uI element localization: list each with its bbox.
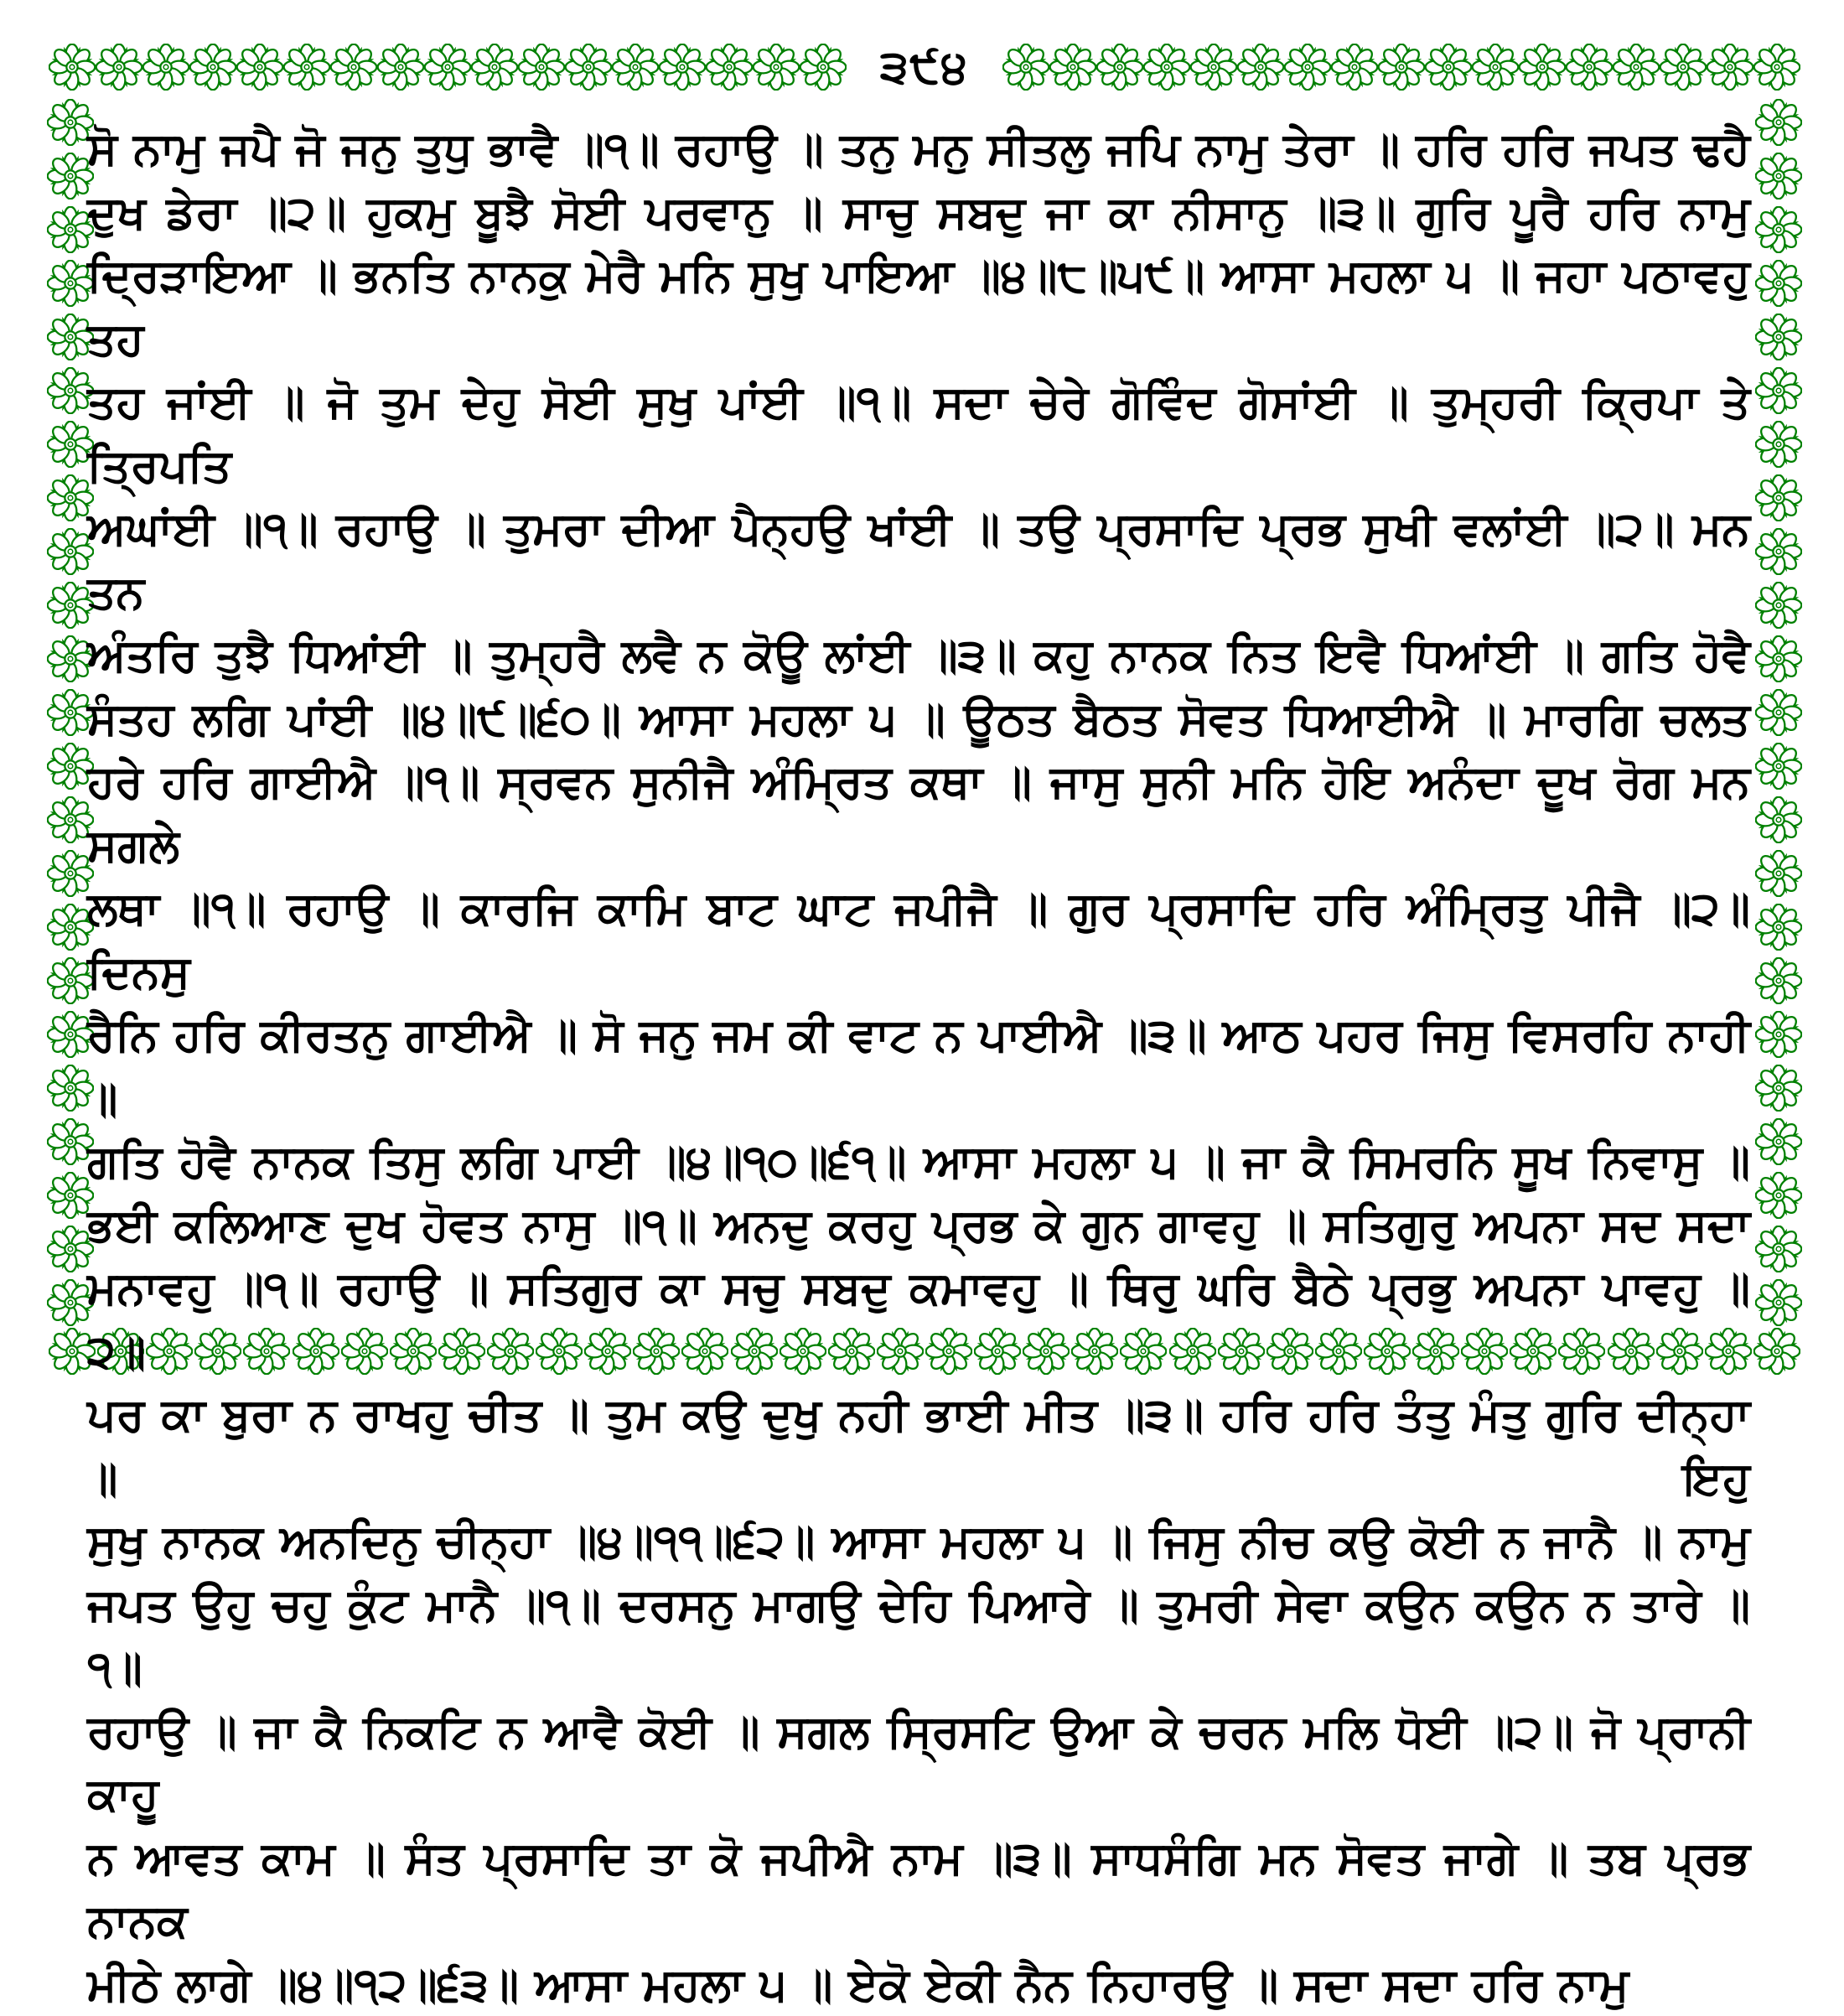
flower-icon	[1755, 582, 1802, 629]
flower-icon	[189, 44, 236, 91]
flower-icon	[1425, 44, 1472, 91]
flower-icon	[753, 44, 800, 91]
flower-icon	[377, 44, 424, 91]
flower-icon	[424, 44, 471, 91]
flower-icon	[96, 44, 142, 91]
gurbani-line: ਭਈ ਕਲਿਆਣ ਦੁਖ ਹੋਵਤ ਨਾਸੁ ॥੧॥ ਅਨਦੁ ਕਰਹੁ ਪ੍ਰਭ ਕੇ ਗੁਨ ਗਾਵਹੁ ॥ ਸਤਿਗੁਰੁ ਅਪਨਾ ਸਦ ਸਦਾ	[87, 1194, 1750, 1257]
flower-icon	[706, 44, 753, 91]
flower-icon	[612, 44, 659, 91]
flower-icon	[1755, 314, 1802, 360]
gurbani-line: ਸੰਤਹ ਲਗਿ ਪਾਂਈ ॥੪॥੯॥੬੦॥ ਆਸਾ ਮਹਲਾ ੫ ॥ ਊਠਤ ਬੈਠਤ ਸੋਵਤ ਧਿਆਈਐ ॥ ਮਾਰਗਿ ਚਲਤ	[87, 687, 1750, 751]
border-right-flowers	[1755, 99, 1802, 1326]
flower-icon	[1755, 260, 1802, 307]
flower-icon	[1755, 421, 1802, 468]
flower-icon	[565, 44, 612, 91]
flower-icon	[1284, 44, 1331, 91]
flower-icon	[471, 44, 518, 91]
flower-icon	[800, 44, 847, 91]
flower-icon	[1755, 635, 1802, 682]
flower-icon	[330, 44, 377, 91]
gurbani-line: ਜਪਤ ਉਹੁ ਚਹੁ ਕੁੰਟ ਮਾਨੈ ॥੧॥ ਦਰਸਨੁ ਮਾਗਉ ਦੇਹਿ ਪਿਆਰੇ ॥ ਤੁਮਰੀ ਸੇਵਾ ਕਉਨ ਕਉਨ ਨ ਤਾਰੇ ॥੧॥	[87, 1573, 1750, 1700]
border-top-right-flowers	[1002, 44, 1800, 91]
gurbani-line: ਨ ਆਵਤ ਕਾਮ ॥ ਸੰਤ ਪ੍ਰਸਾਦਿ ਤਾ ਕੋ ਜਪੀਐ ਨਾਮ ॥੩॥ ਸਾਧਸੰਗਿ ਮਨ ਸੋਵਤ ਜਾਗੇ ॥ ਤਬ ਪ੍ਰਭ ਨਾਨਕ	[87, 1827, 1750, 1953]
gurbani-line: ਅਘਾਂਈ ॥੧॥ ਰਹਾਉ ॥ ਤੁਮਰਾ ਦੀਆ ਪੈਨ੍ਹਉ ਖਾਂਈ ॥ ਤਉ ਪ੍ਰਸਾਦਿ ਪ੍ਰਭ ਸੁਖੀ ਵਲਾਂਈ ॥੨॥ ਮਨ ਤਨ	[87, 497, 1750, 624]
flower-icon	[1755, 1279, 1802, 1326]
flower-icon	[1755, 1118, 1802, 1165]
flower-icon	[1566, 44, 1613, 91]
gurbani-line: ਹਰੇ ਹਰਿ ਗਾਈਐ ॥੧॥ ਸ੍ਰਵਨ ਸੁਨੀਜੈ ਅੰਮ੍ਰਿਤ ਕਥਾ ॥ ਜਾਸੁ ਸੁਨੀ ਮਨਿ ਹੋਇ ਅਨੰਦਾ ਦੂਖ ਰੋਗ ਮਨ ਸਗਲੇ	[87, 750, 1750, 877]
flower-icon	[659, 44, 706, 91]
flower-icon	[1755, 474, 1802, 521]
flower-icon	[1190, 44, 1237, 91]
page-number: ੩੯੪	[849, 42, 1000, 92]
flower-icon	[1755, 796, 1802, 843]
flower-icon	[1755, 1065, 1802, 1112]
gurbani-line: ਸੁਖੁ ਨਾਨਕ ਅਨਦਿਨੁ ਚੀਨ੍ਹਾ ॥੪॥੧੧॥੬੨॥ ਆਸਾ ਮਹਲਾ ੫ ॥ ਜਿਸੁ ਨੀਚ ਕਉ ਕੋਈ ਨ ਜਾਨੈ ॥ ਨਾਮੁ	[87, 1510, 1750, 1573]
flower-icon	[49, 44, 96, 91]
gurbani-line: ਰਹਾਉ ॥ ਜਾ ਕੈ ਨਿਕਟਿ ਨ ਆਵੈ ਕੋਈ ॥ ਸਗਲ ਸ੍ਰਿਸਟਿ ਉਆ ਕੇ ਚਰਨ ਮਲਿ ਧੋਈ ॥੨॥ ਜੋ ਪ੍ਰਾਨੀ ਕਾਹੂ	[87, 1700, 1750, 1827]
flower-icon	[1707, 44, 1753, 91]
flower-icon	[1096, 44, 1143, 91]
flower-icon	[1519, 44, 1566, 91]
flower-icon	[283, 44, 330, 91]
border-top	[49, 42, 1800, 92]
gurbani-line: ਦ੍ਰਿੜਾਇਆ ॥ ਭਨਤਿ ਨਾਨਕੁ ਮੇਰੈ ਮਨਿ ਸੁਖੁ ਪਾਇਆ ॥੪॥੮॥੫੯॥ ਆਸਾ ਮਹਲਾ ੫ ॥ ਜਹਾ ਪਠਾਵਹੁ ਤਹ	[87, 244, 1750, 371]
gurbani-line: ਸੋ ਨਾਮੁ ਜਪੈ ਜੋ ਜਨੁ ਤੁਧੁ ਭਾਵੈ ॥੧॥ ਰਹਾਉ ॥ ਤਨੁ ਮਨੁ ਸੀਤਲੁ ਜਪਿ ਨਾਮੁ ਤੇਰਾ ॥ ਹਰਿ ਹਰਿ ਜਪਤ ਢਹੈ	[87, 117, 1750, 181]
gurbani-line: ਰੈਨਿ ਹਰਿ ਕੀਰਤਨੁ ਗਾਈਐ ॥ ਸੋ ਜਨੁ ਜਮ ਕੀ ਵਾਟ ਨ ਪਾਈਐ ॥੩॥ ਆਠ ਪਹਰ ਜਿਸੁ ਵਿਸਰਹਿ ਨਾਹੀ ॥	[87, 1003, 1750, 1130]
gurbani-line: ਅੰਤਰਿ ਤੁਝੈ ਧਿਆਂਈ ॥ ਤੁਮ੍ਹਰੈ ਲਵੈ ਨ ਕੋਊ ਲਾਂਈ ॥੩॥ ਕਹੁ ਨਾਨਕ ਨਿਤ ਇਵੈ ਧਿਆਂਈ ॥ ਗਤਿ ਹੋਵੈ	[87, 624, 1750, 687]
flower-icon	[1755, 689, 1802, 736]
gurbani-line: ਤਹ ਜਾਂਈ ॥ ਜੋ ਤੁਮ ਦੇਹੁ ਸੋਈ ਸੁਖੁ ਪਾਂਈ ॥੧॥ ਸਦਾ ਚੇਰੇ ਗੋਵਿੰਦ ਗੋਸਾਂਈ ॥ ਤੁਮ੍ਹਰੀ ਕ੍ਰਿਪਾ ਤੇ ਤ੍ਰਿਪਤਿ	[87, 371, 1750, 497]
gurbani-line: ਪਰ ਕਾ ਬੁਰਾ ਨ ਰਾਖਹੁ ਚੀਤ ॥ ਤੁਮ ਕਉ ਦੁਖੁ ਨਹੀ ਭਾਈ ਮੀਤ ॥੩॥ ਹਰਿ ਹਰਿ ਤੰਤੁ ਮੰਤੁ ਗੁਰਿ ਦੀਨ੍ਹਾ ॥ ਇਹੁ	[87, 1383, 1750, 1510]
flower-icon	[1143, 44, 1190, 91]
flower-icon	[1755, 528, 1802, 575]
flower-icon	[142, 44, 189, 91]
gurbani-line: ਮਨਾਵਹੁ ॥੧॥ ਰਹਾਉ ॥ ਸਤਿਗੁਰ ਕਾ ਸਚੁ ਸਬਦੁ ਕਮਾਵਹੁ ॥ ਥਿਰੁ ਘਰਿ ਬੈਠੇ ਪ੍ਰਭੁ ਅਪਨਾ ਪਾਵਹੁ ॥੨॥	[87, 1257, 1750, 1383]
flower-icon	[1755, 206, 1802, 253]
flower-icon	[1378, 44, 1425, 91]
flower-icon	[1002, 44, 1049, 91]
flower-icon	[1331, 44, 1378, 91]
gurbani-text-block	[87, 117, 1750, 2016]
gurbani-line: ਮੀਠੇ ਲਾਗੇ ॥੪॥੧੨॥੬੩॥ ਆਸਾ ਮਹਲਾ ੫ ॥ ਏਕੋ ਏਕੀ ਨੈਨ ਨਿਹਾਰਉ ॥ ਸਦਾ ਸਦਾ ਹਰਿ ਨਾਮੁ	[87, 1953, 1750, 2016]
gurbani-line: ਗਤਿ ਹੋਵੈ ਨਾਨਕ ਤਿਸੁ ਲਗਿ ਪਾਈ ॥੪॥੧੦॥੬੧॥ ਆਸਾ ਮਹਲਾ ੫ ॥ ਜਾ ਕੈ ਸਿਮਰਨਿ ਸੂਖ ਨਿਵਾਸੁ ॥	[87, 1130, 1750, 1194]
flower-icon	[1755, 1011, 1802, 1058]
flower-icon	[1660, 44, 1707, 91]
flower-icon	[1613, 44, 1660, 91]
border-top-left-flowers	[49, 44, 847, 91]
flower-icon	[1755, 99, 1802, 146]
flower-icon	[1755, 904, 1802, 951]
flower-icon	[1755, 743, 1802, 790]
flower-icon	[1755, 850, 1802, 897]
flower-icon	[1755, 1226, 1802, 1272]
flower-icon	[1755, 1172, 1802, 1219]
flower-icon	[1755, 153, 1802, 200]
flower-icon	[1755, 367, 1802, 414]
flower-icon	[518, 44, 565, 91]
flower-icon	[1755, 957, 1802, 1004]
flower-icon	[1472, 44, 1519, 91]
gurbani-line: ਲਥਾ ॥੧॥ ਰਹਾਉ ॥ ਕਾਰਜਿ ਕਾਮਿ ਬਾਟ ਘਾਟ ਜਪੀਜੈ ॥ ਗੁਰ ਪ੍ਰਸਾਦਿ ਹਰਿ ਅੰਮ੍ਰਿਤੁ ਪੀਜੈ ॥੨॥ ਦਿਨਸੁ	[87, 877, 1750, 1003]
flower-icon	[1049, 44, 1096, 91]
flower-icon	[1237, 44, 1284, 91]
flower-icon	[236, 44, 283, 91]
gurbani-line: ਦੁਖ ਡੇਰਾ ॥੨॥ ਹੁਕਮੁ ਬੂਝੈ ਸੋਈ ਪਰਵਾਨੁ ॥ ਸਾਚੁ ਸਬਦੁ ਜਾ ਕਾ ਨੀਸਾਨੁ ॥੩॥ ਗੁਰਿ ਪੂਰੈ ਹਰਿ ਨਾਮੁ	[87, 181, 1750, 245]
flower-icon	[1753, 44, 1800, 91]
flower-icon	[1753, 1328, 1800, 1375]
